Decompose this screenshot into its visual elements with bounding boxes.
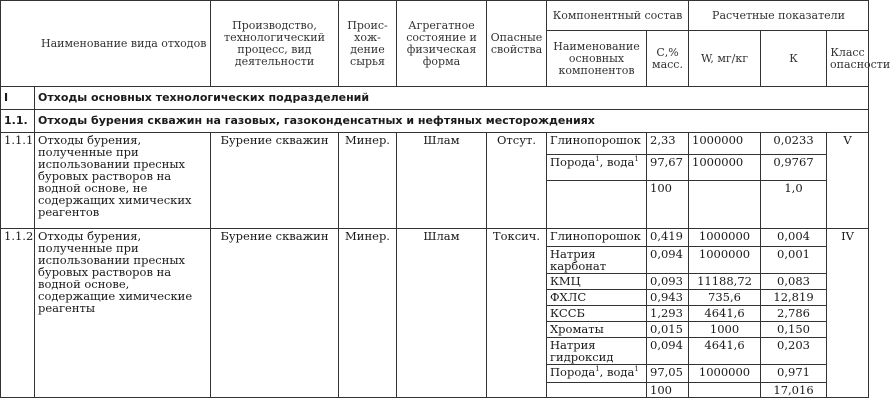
header-composition: Компонентный состав (547, 1, 689, 31)
component-w: 1000 (689, 322, 761, 338)
component-c: 0,094 (647, 338, 689, 365)
component-name: КССБ (547, 306, 647, 322)
header-comp-pct: С,% масс. (647, 31, 689, 87)
header-class: Класс опасности (827, 31, 869, 87)
section-number: 1.1. (1, 110, 35, 133)
hazard-cell: Отсут. (487, 133, 547, 229)
component-c: 97,05 (647, 365, 689, 383)
component-k: 1,0 (761, 181, 827, 229)
state-cell: Шлам (397, 133, 487, 229)
section-title: Отходы бурения скважин на газовых, газоконденсатных и нефтяных месторождениях (35, 110, 869, 133)
header-process: Производство, технологический процесс, вид деятельности (211, 1, 339, 87)
component-c: 0,943 (647, 290, 689, 306)
component-k: 0,203 (761, 338, 827, 365)
component-w: 11188,72 (689, 274, 761, 290)
component-w: 1000000 (689, 229, 761, 247)
class-cell: IV (827, 229, 869, 398)
header-calc: Расчетные показатели (689, 1, 869, 31)
component-name: Глинопорошок (547, 133, 647, 155)
component-w (689, 383, 761, 398)
component-name: Натрия карбонат (547, 247, 647, 274)
component-c: 0,094 (647, 247, 689, 274)
component-k: 0,083 (761, 274, 827, 290)
component-c: 0,015 (647, 322, 689, 338)
header-hazard: Опасные свойства (487, 1, 547, 87)
header-name: Наименование вида отходов (1, 1, 211, 87)
component-c: 100 (647, 383, 689, 398)
component-k: 0,001 (761, 247, 827, 274)
header-comp-name: Наименование основных компонентов (547, 31, 647, 87)
row-number: 1.1.2 (1, 229, 35, 398)
component-name: Хроматы (547, 322, 647, 338)
component-c: 2,33 (647, 133, 689, 155)
origin-cell: Минер. (339, 229, 397, 398)
component-name: Порода$^1$, вода$^1$ (547, 155, 647, 181)
component-name: ФХЛС (547, 290, 647, 306)
process-cell: Бурение скважин (211, 133, 339, 229)
component-name: Глинопорошок (547, 229, 647, 247)
class-cell: V (827, 133, 869, 229)
table-row (1, 229, 869, 247)
component-k: 12,819 (761, 290, 827, 306)
waste-name: Отходы бурения, полученные при использовании пресных буровых растворов на водной основе, не содержащих химических реагентов (35, 133, 211, 229)
component-w (689, 181, 761, 229)
header-w: W, мг/кг (689, 31, 761, 87)
section-row (1, 87, 869, 110)
header-state: Агрегатное состояние и физическая форма (397, 1, 487, 87)
process-cell: Бурение скважин (211, 229, 339, 398)
component-c: 0,419 (647, 229, 689, 247)
component-k: 0,150 (761, 322, 827, 338)
component-w: 1000000 (689, 133, 761, 155)
row-number: 1.1.1 (1, 133, 35, 229)
component-k: 0,971 (761, 365, 827, 383)
header-origin: Проис-хож-дение сырья (339, 1, 397, 87)
hazard-cell: Токсич. (487, 229, 547, 398)
component-name: КМЦ (547, 274, 647, 290)
component-name (547, 383, 647, 398)
header-k: К (761, 31, 827, 87)
component-w: 4641,6 (689, 338, 761, 365)
component-w: 1000000 (689, 155, 761, 181)
component-c: 97,67 (647, 155, 689, 181)
state-cell: Шлам (397, 229, 487, 398)
component-name: Порода$^1$, вода$^1$ (547, 365, 647, 383)
component-c: 1,293 (647, 306, 689, 322)
component-k: 0,0233 (761, 133, 827, 155)
component-name: Натрия гидроксид (547, 338, 647, 365)
component-k: 0,004 (761, 229, 827, 247)
component-name (547, 181, 647, 229)
section-row (1, 110, 869, 133)
component-k: 0,9767 (761, 155, 827, 181)
component-c: 0,093 (647, 274, 689, 290)
waste-name: Отходы бурения, полученные при использовании пресных буровых растворов на водной основе, содержащие химические реагенты (35, 229, 211, 398)
section-number: I (1, 87, 35, 110)
component-w: 4641,6 (689, 306, 761, 322)
section-title: Отходы основных технологических подразделений (35, 87, 869, 110)
component-k: 2,786 (761, 306, 827, 322)
component-c: 100 (647, 181, 689, 229)
origin-cell: Минер. (339, 133, 397, 229)
table-row (1, 133, 869, 155)
component-k: 17,016 (761, 383, 827, 398)
component-w: 1000000 (689, 365, 761, 383)
component-w: 735,6 (689, 290, 761, 306)
component-w: 1000000 (689, 247, 761, 274)
